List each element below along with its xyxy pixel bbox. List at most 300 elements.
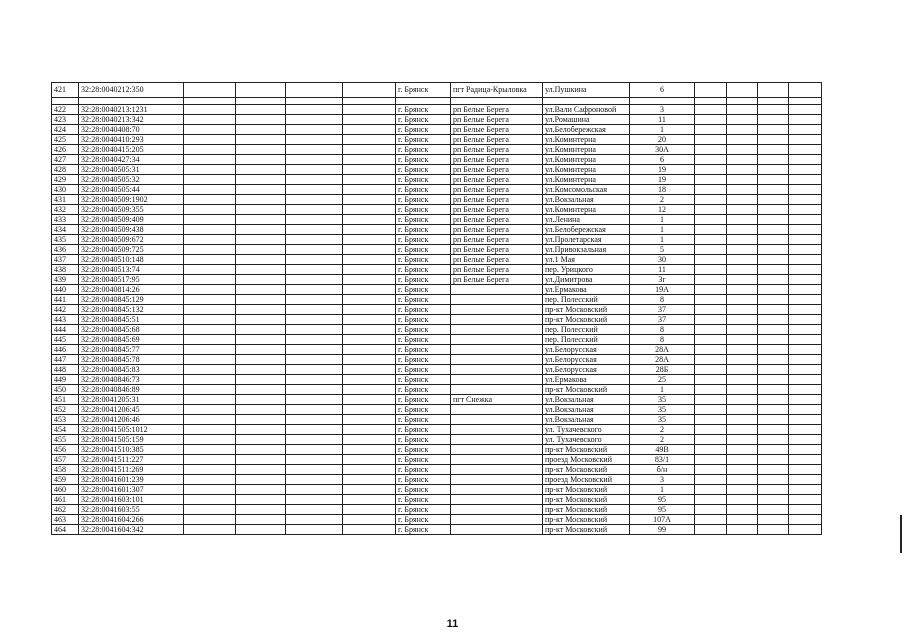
row-number-cell: 461 [52,495,79,505]
empty-cell [236,265,286,275]
empty-cell [695,335,727,345]
city-cell: г. Брянск [396,185,451,195]
city-cell: г. Брянск [396,315,451,325]
empty-cell [695,525,727,535]
house-number-cell: 2 [630,425,695,435]
table-row [52,115,822,125]
empty-cell [789,445,822,455]
empty-cell [695,235,727,245]
empty-cell [184,505,236,515]
house-number-cell: 2 [630,435,695,445]
gap-cell [79,98,184,105]
row-number-cell: 457 [52,455,79,465]
empty-cell [727,195,758,205]
empty-cell [789,325,822,335]
row-number-cell: 456 [52,445,79,455]
empty-cell [184,385,236,395]
empty-cell [789,485,822,495]
empty-cell [236,185,286,195]
city-cell: г. Брянск [396,435,451,445]
empty-cell [343,185,396,195]
empty-cell [758,465,789,475]
empty-cell [695,285,727,295]
registry-body [52,83,822,535]
empty-cell [758,225,789,235]
table-row [52,475,822,485]
house-number-cell: 28А [630,345,695,355]
empty-cell [236,365,286,375]
row-number-cell: 463 [52,515,79,525]
house-number-cell: 3 [630,105,695,115]
table-row [52,375,822,385]
gap-cell [727,98,758,105]
empty-cell [286,295,343,305]
empty-cell [286,255,343,265]
empty-cell [236,225,286,235]
table-row [52,505,822,515]
house-number-cell: 37 [630,315,695,325]
table-row [52,83,822,98]
street-cell: ул.Белорусская [543,345,630,355]
empty-cell [789,505,822,515]
table-row [52,195,822,205]
empty-cell [343,305,396,315]
cadastral-number-cell: 32:28:0040513:74 [79,265,184,275]
street-cell: пер. Полесский [543,325,630,335]
empty-cell [758,125,789,135]
empty-cell [695,495,727,505]
settlement-cell: рп Белые Берега [451,245,543,255]
empty-cell [727,325,758,335]
empty-cell [727,435,758,445]
empty-cell [286,105,343,115]
street-cell: пр-кт Московский [543,495,630,505]
empty-cell [727,155,758,165]
house-number-cell: 35 [630,395,695,405]
cadastral-number-cell: 32:28:0041511:227 [79,455,184,465]
page-number: 11 [446,618,459,630]
empty-cell [286,345,343,355]
empty-cell [789,515,822,525]
row-number-cell: 431 [52,195,79,205]
empty-cell [789,335,822,345]
empty-cell [758,265,789,275]
empty-cell [286,145,343,155]
empty-cell [184,445,236,455]
empty-cell [727,355,758,365]
empty-cell [236,325,286,335]
city-cell: г. Брянск [396,455,451,465]
empty-cell [236,505,286,515]
house-number-cell: 8 [630,295,695,305]
gap-cell [184,98,236,105]
city-cell: г. Брянск [396,345,451,355]
empty-cell [789,255,822,265]
city-cell: г. Брянск [396,195,451,205]
gap-cell [396,98,451,105]
empty-cell [236,195,286,205]
cadastral-number-cell: 32:28:0041510:385 [79,445,184,455]
empty-cell [695,245,727,255]
empty-cell [758,485,789,495]
empty-cell [695,435,727,445]
empty-cell [695,355,727,365]
empty-cell [236,335,286,345]
settlement-cell: рп Белые Берега [451,255,543,265]
street-cell: пер. Полесский [543,295,630,305]
cadastral-number-cell: 32:28:0041505:1012 [79,425,184,435]
settlement-cell [451,435,543,445]
empty-cell [184,425,236,435]
empty-cell [343,105,396,115]
settlement-cell [451,285,543,295]
empty-cell [184,295,236,305]
empty-cell [184,105,236,115]
empty-cell [727,205,758,215]
empty-cell [343,315,396,325]
empty-cell [236,475,286,485]
row-number-cell: 454 [52,425,79,435]
cadastral-number-cell: 32:28:0040845:69 [79,335,184,345]
empty-cell [695,345,727,355]
row-number-cell: 444 [52,325,79,335]
empty-cell [343,245,396,255]
empty-cell [184,365,236,375]
row-number-cell: 448 [52,365,79,375]
settlement-cell [451,415,543,425]
cadastral-number-cell: 32:28:0040408:70 [79,125,184,135]
city-cell: г. Брянск [396,515,451,525]
table-row [52,465,822,475]
city-cell: г. Брянск [396,265,451,275]
empty-cell [758,395,789,405]
empty-cell [184,225,236,235]
empty-cell [236,275,286,285]
empty-cell [695,83,727,98]
street-cell: ул.Вокзальная [543,405,630,415]
table-row [52,335,822,345]
empty-cell [236,465,286,475]
empty-cell [286,515,343,525]
empty-cell [236,205,286,215]
row-number-cell: 430 [52,185,79,195]
house-number-cell: 12 [630,205,695,215]
row-number-cell: 428 [52,165,79,175]
empty-cell [236,415,286,425]
empty-cell [727,275,758,285]
gap-cell [286,98,343,105]
empty-cell [758,255,789,265]
street-cell: проезд Московский [543,455,630,465]
settlement-cell [451,495,543,505]
empty-cell [789,525,822,535]
row-number-cell: 436 [52,245,79,255]
empty-cell [695,365,727,375]
city-cell: г. Брянск [396,235,451,245]
empty-cell [286,375,343,385]
house-number-cell: 18 [630,185,695,195]
empty-cell [184,475,236,485]
empty-cell [184,145,236,155]
empty-cell [343,415,396,425]
settlement-cell: рп Белые Берега [451,205,543,215]
table-row [52,445,822,455]
empty-cell [758,435,789,445]
empty-cell [286,205,343,215]
empty-cell [727,225,758,235]
city-cell: г. Брянск [396,355,451,365]
street-cell: ул.Димитрова [543,275,630,285]
table-row [52,495,822,505]
empty-cell [789,205,822,215]
empty-cell [789,235,822,245]
empty-cell [286,285,343,295]
cadastral-number-cell: 32:28:0040509:409 [79,215,184,225]
city-cell: г. Брянск [396,225,451,235]
empty-cell [727,365,758,375]
empty-cell [695,255,727,265]
empty-cell [286,245,343,255]
empty-cell [789,495,822,505]
empty-cell [236,425,286,435]
empty-cell [758,285,789,295]
street-cell: ул.Ермакова [543,375,630,385]
row-number-cell: 445 [52,335,79,345]
cadastral-number-cell: 32:28:0041604:266 [79,515,184,525]
row-number-cell: 455 [52,435,79,445]
table-row [52,235,822,245]
house-number-cell: 1 [630,235,695,245]
city-cell: г. Брянск [396,145,451,155]
empty-cell [758,385,789,395]
empty-cell [695,325,727,335]
empty-cell [695,405,727,415]
house-number-cell: 28А [630,355,695,365]
row-number-cell: 464 [52,525,79,535]
empty-cell [184,155,236,165]
empty-cell [286,525,343,535]
empty-cell [727,505,758,515]
street-cell: ул.Коминтерна [543,175,630,185]
street-cell: пер. Полесский [543,335,630,345]
empty-cell [343,405,396,415]
cadastral-number-cell: 32:28:0040505:44 [79,185,184,195]
empty-cell [695,125,727,135]
empty-cell [343,125,396,135]
house-number-cell: 1 [630,225,695,235]
house-number-cell: 28Б [630,365,695,375]
empty-cell [727,405,758,415]
empty-cell [184,345,236,355]
table-row [52,275,822,285]
cadastral-number-cell: 32:28:0040509:438 [79,225,184,235]
street-cell: ул. Тухачевского [543,435,630,445]
street-cell: ул.Вали Сафроновой [543,105,630,115]
empty-cell [758,345,789,355]
empty-cell [789,415,822,425]
empty-cell [695,145,727,155]
empty-cell [758,495,789,505]
house-number-cell: 8 [630,325,695,335]
city-cell: г. Брянск [396,155,451,165]
street-cell: ул.Коминтерна [543,135,630,145]
empty-cell [695,485,727,495]
empty-cell [727,475,758,485]
table-row [52,435,822,445]
empty-cell [184,405,236,415]
city-cell: г. Брянск [396,445,451,455]
empty-cell [286,415,343,425]
cadastral-number-cell: 32:28:0040845:77 [79,345,184,355]
empty-cell [184,135,236,145]
cadastral-number-cell: 32:28:0040845:129 [79,295,184,305]
empty-cell [758,135,789,145]
cadastral-number-cell: 32:28:0041505:159 [79,435,184,445]
house-number-cell: б/н [630,465,695,475]
empty-cell [727,515,758,525]
empty-cell [789,315,822,325]
table-row [52,285,822,295]
house-number-cell: 3г [630,275,695,285]
empty-cell [695,475,727,485]
house-number-cell: 95 [630,495,695,505]
empty-cell [758,355,789,365]
cadastral-number-cell: 32:28:0040415:205 [79,145,184,155]
empty-cell [236,395,286,405]
settlement-cell [451,295,543,305]
empty-cell [758,475,789,485]
row-number-cell: 440 [52,285,79,295]
empty-cell [184,305,236,315]
empty-cell [343,83,396,98]
empty-cell [695,425,727,435]
empty-cell [789,385,822,395]
settlement-cell: рп Белые Берега [451,215,543,225]
house-number-cell: 95 [630,505,695,515]
empty-cell [727,83,758,98]
empty-cell [184,315,236,325]
empty-cell [184,325,236,335]
empty-cell [236,515,286,525]
empty-cell [727,485,758,495]
empty-cell [758,325,789,335]
empty-cell [184,375,236,385]
street-cell: пр-кт Московский [543,315,630,325]
row-number-cell: 426 [52,145,79,155]
cadastral-number-cell: 32:28:0040427:34 [79,155,184,165]
empty-cell [343,515,396,525]
empty-cell [695,175,727,185]
city-cell: г. Брянск [396,395,451,405]
street-cell: ул.Ромашина [543,115,630,125]
empty-cell [758,83,789,98]
cadastral-number-cell: 32:28:0041603:101 [79,495,184,505]
city-cell: г. Брянск [396,205,451,215]
empty-cell [343,275,396,285]
table-row [52,485,822,495]
city-cell: г. Брянск [396,275,451,285]
empty-cell [727,265,758,275]
empty-cell [286,485,343,495]
empty-cell [286,155,343,165]
empty-cell [184,355,236,365]
house-number-cell: 37 [630,305,695,315]
table-row [52,325,822,335]
empty-cell [343,265,396,275]
empty-cell [236,485,286,495]
cadastral-number-cell: 32:28:0040505:31 [79,165,184,175]
empty-cell [758,185,789,195]
empty-cell [727,115,758,125]
empty-cell [695,185,727,195]
table-row [52,385,822,395]
empty-cell [184,215,236,225]
row-number-cell: 450 [52,385,79,395]
empty-cell [343,385,396,395]
cadastral-number-cell: 32:28:0041601:239 [79,475,184,485]
settlement-cell [451,335,543,345]
empty-cell [236,295,286,305]
house-number-cell: 30А [630,145,695,155]
empty-cell [727,255,758,265]
empty-cell [343,345,396,355]
empty-cell [184,235,236,245]
empty-cell [758,295,789,305]
row-number-cell: 433 [52,215,79,225]
street-cell: ул.Коминтерна [543,145,630,155]
empty-cell [236,305,286,315]
city-cell: г. Брянск [396,335,451,345]
empty-cell [236,165,286,175]
empty-cell [695,375,727,385]
street-cell: пр-кт Московский [543,385,630,395]
empty-cell [343,235,396,245]
empty-cell [286,165,343,175]
house-number-cell: 25 [630,375,695,385]
empty-cell [789,265,822,275]
empty-cell [789,175,822,185]
empty-cell [758,105,789,115]
empty-cell [236,175,286,185]
empty-cell [286,275,343,285]
empty-cell [789,135,822,145]
empty-cell [343,285,396,295]
empty-cell [286,365,343,375]
empty-cell [343,295,396,305]
empty-cell [286,315,343,325]
cadastral-number-cell: 32:28:0040846:89 [79,385,184,395]
street-cell: ул.Пролетарская [543,235,630,245]
empty-cell [343,325,396,335]
empty-cell [758,165,789,175]
empty-cell [727,345,758,355]
city-cell: г. Брянск [396,465,451,475]
empty-cell [343,135,396,145]
empty-cell [758,155,789,165]
empty-cell [184,83,236,98]
table-row [52,245,822,255]
street-cell: ул.Белобережская [543,225,630,235]
row-number-cell: 449 [52,375,79,385]
empty-cell [695,505,727,515]
table-row [52,415,822,425]
empty-cell [789,365,822,375]
settlement-cell [451,525,543,535]
house-number-cell: 19А [630,285,695,295]
empty-cell [184,485,236,495]
cadastral-number-cell: 32:28:0040846:73 [79,375,184,385]
empty-cell [789,165,822,175]
